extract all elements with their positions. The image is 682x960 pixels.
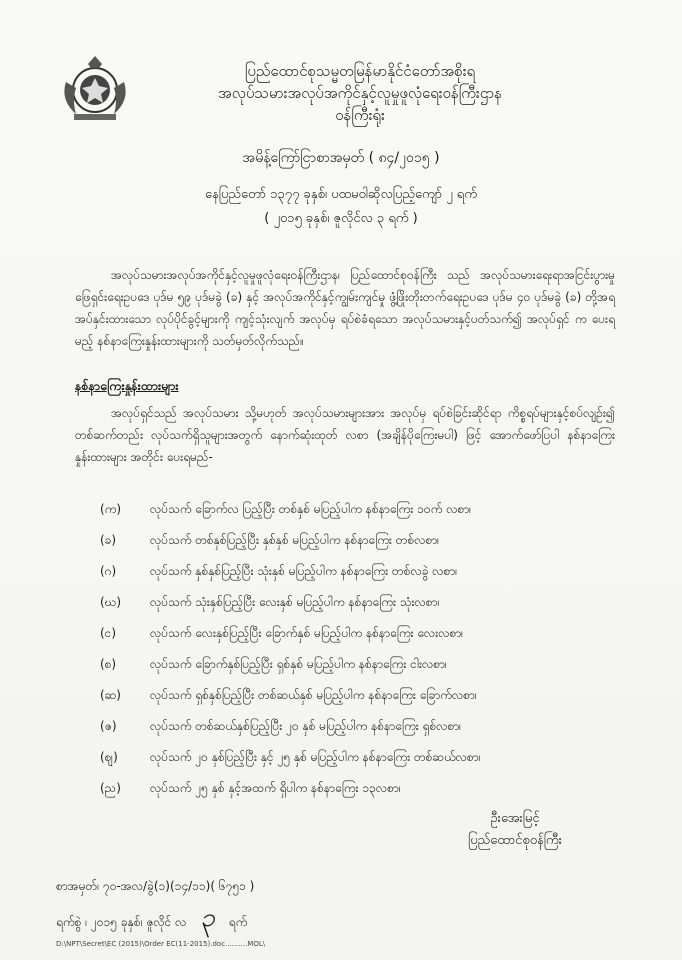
item-marker: (ဂ) [100,563,117,578]
item-text: လုပ်သက် လေးနှစ်ပြည့်ပြီး ခြောက်နှစ် မပြည့်ပါက နစ်နာကြေး လေးလစာ၊ [150,625,464,640]
item-text: လုပ်သက် နှစ်နှစ်ပြည့်ပြီး သုံးနှစ် မပြည့်ပါက နစ်နာကြေး တစ်လခွဲ လစာ၊ [150,563,458,578]
list-item [100,711,620,742]
item-marker: (ဈ) [100,749,118,764]
header-office: ဝန်ကြီးရုံး [335,106,385,124]
list-item [100,556,620,587]
signatory-title: ပြည်ထောင်စုဝန်ကြီး [468,833,562,848]
footer-date-prefix: ရက်စွဲ ၊ ၂၀၁၅ ခုနှစ်၊ ဇူလိုင် လ [56,915,187,929]
item-text: လုပ်သက် ခြောက်နှစ်ပြည့်ပြီး ရှစ်နှစ် မပြည့်ပါက နစ်နာကြေး ငါးလစာ၊ [150,656,447,671]
list-item [100,649,620,680]
item-text: လုပ်သက် သုံးနှစ်ပြည့်ပြီး လေးနှစ် မပြည့်ပါက နစ်နာကြေး သုံးလစာ၊ [150,594,440,609]
footer-reference: စာအမှတ်၊ ၇၀-အလ/ခွဲ(၁)(၁၄/၁၁)( ၆၇၅၁ ) [56,879,255,893]
item-text: လုပ်သက် ၂၅ နှစ် နှင့်အထက် ရှိပါက နစ်နာကြေး ၁၃လစာ၊ [150,780,401,795]
item-text: လုပ်သက် တစ်နှစ်ပြည့်ပြီး နှစ်နှစ် မပြည့်ပါက နစ်နာကြေး တစ်လစာ၊ [150,532,440,547]
ministry-header [150,60,570,126]
signatory-name: ဦးအေးမြင့် [490,811,540,826]
footer-date-handwritten: ၃ [200,903,215,933]
order-date-gregorian: ( ၂၀၁၅ ခုနှစ်၊ ဇူလိုင်လ ၃ ရက် ) [264,211,418,226]
list-item [100,680,620,711]
item-marker: (က) [100,501,122,516]
item-text: လုပ်သက် ခြောက်လ ပြည့်ပြီး တစ်နှစ် မပြည့်ပါက နစ်နာကြေး ၁ဝက် လစာ၊ [150,501,472,516]
item-marker: (ည) [100,780,121,795]
list-item [100,587,620,618]
file-path: D:\NPT\Secret\EC (2015)\Order EC(11-2015).doc..........MOL\ [56,940,266,948]
compensation-list [100,494,620,804]
section-heading: နစ်နာကြေးနှုန်းထားများ [75,378,179,393]
list-item [100,773,620,804]
list-item [100,618,620,649]
signature-block [415,808,615,852]
item-marker: (စ) [100,656,117,671]
header-ministry: အလုပ်သမားအလုပ်အကိုင်နှင့်လူမှုဖူလုံရေးဝန်ကြီးဌာန [218,84,502,102]
header-government: ပြည်ထောင်စုသမ္မတမြန်မာနိုင်ငံတော်အစိုးရ [244,62,476,80]
footer-date-suffix: ရက် [228,915,248,929]
item-marker: (ဃ) [100,594,122,609]
list-item [100,494,620,525]
state-seal-icon [58,52,132,126]
item-text: လုပ်သက် ၂၀ နှစ်ပြည့်ပြီး နှင့် ၂၅ နှစ် မပြည့်ပါက နစ်နာကြေး တစ်ဆယ်လစာ၊ [150,749,481,764]
item-text: လုပ်သက် တစ်ဆယ်နှစ်ပြည့်ပြီး ၂၀ နှစ် မပြည့်ပါက နစ်နာကြေး ရှစ်လစာ၊ [150,718,462,733]
order-date-myanmar: နေပြည်တော် ၁၃၇၇ ခုနှစ်၊ ပထမဝါဆိုလပြည့်ကျော် ၂ ရက် [205,187,477,202]
list-item [100,742,620,773]
item-marker: (င) [100,625,117,640]
order-title: အမိန့်ကြော်ငြာစာအမှတ် ( ၈၄/၂၀၁၅ ) [242,150,440,166]
footer-date [56,900,247,939]
item-marker: (ခ) [100,532,117,547]
item-marker: (ဆ) [100,687,121,702]
item-text: လုပ်သက် ရှစ်နှစ်ပြည့်ပြီး တစ်ဆယ်နှစ် မပြည့်ပါက နစ်နာကြေး ခြောက်လစာ၊ [150,687,477,702]
item-marker: (ဇ) [100,718,117,733]
body-paragraph: အလုပ်ရှင်သည် အလုပ်သမား သို့မဟုတ် အလုပ်သမားများအား အလုပ်မှ ရပ်စဲခြင်းဆိုင်ရာ ကိစ္စရပ်များနှင့်စပ်လျဉ်း၍ တစ်ဆက်တည်း လုပ်သက်ရှိသူများအတွက် နောက်ဆုံးထုတ် လစာ (အချိန်ပိုကြေးမပါ) ဖြင့် အောက်ဖော်ပြပါ နစ်နာကြေးနှုန်းထားများ အတိုင်း ပေးရမည်- [75,406,615,464]
list-item [100,525,620,556]
intro-paragraph: အလုပ်သမားအလုပ်အကိုင်နှင့်လူမှုဖူလုံရေးဝန်ကြီးဌာန၊ ပြည်ထောင်စုဝန်ကြီး သည် အလုပ်သမားရေးရာအငြင်းပွားမှု ဖြေရှင်းရေးဥပဒေ ပုဒ်မ ၅၉ ပုဒ်မခွဲ (ခ) နှင့် အလုပ်အကိုင်နှင့်ကျွမ်းကျင်မှု ဖွံ့ဖြိုးတိုးတက်ရေးဥပဒေ ပုဒ်မ ၄၀ ပုဒ်မခွဲ (ခ) တို့အရ အပ်နှင်းထားသော လုပ်ပိုင်ခွင့်များကို ကျင့်သုံးလျက် အလုပ်မှ ရပ်စဲခံရသော အလုပ်သမားနှင့်ပတ်သက်၍ အလုပ်ရှင် က ပေးရမည့် နစ်နာကြေးနှုန်းထားများကို သတ်မှတ်လိုက်သည်။ [75,268,615,348]
